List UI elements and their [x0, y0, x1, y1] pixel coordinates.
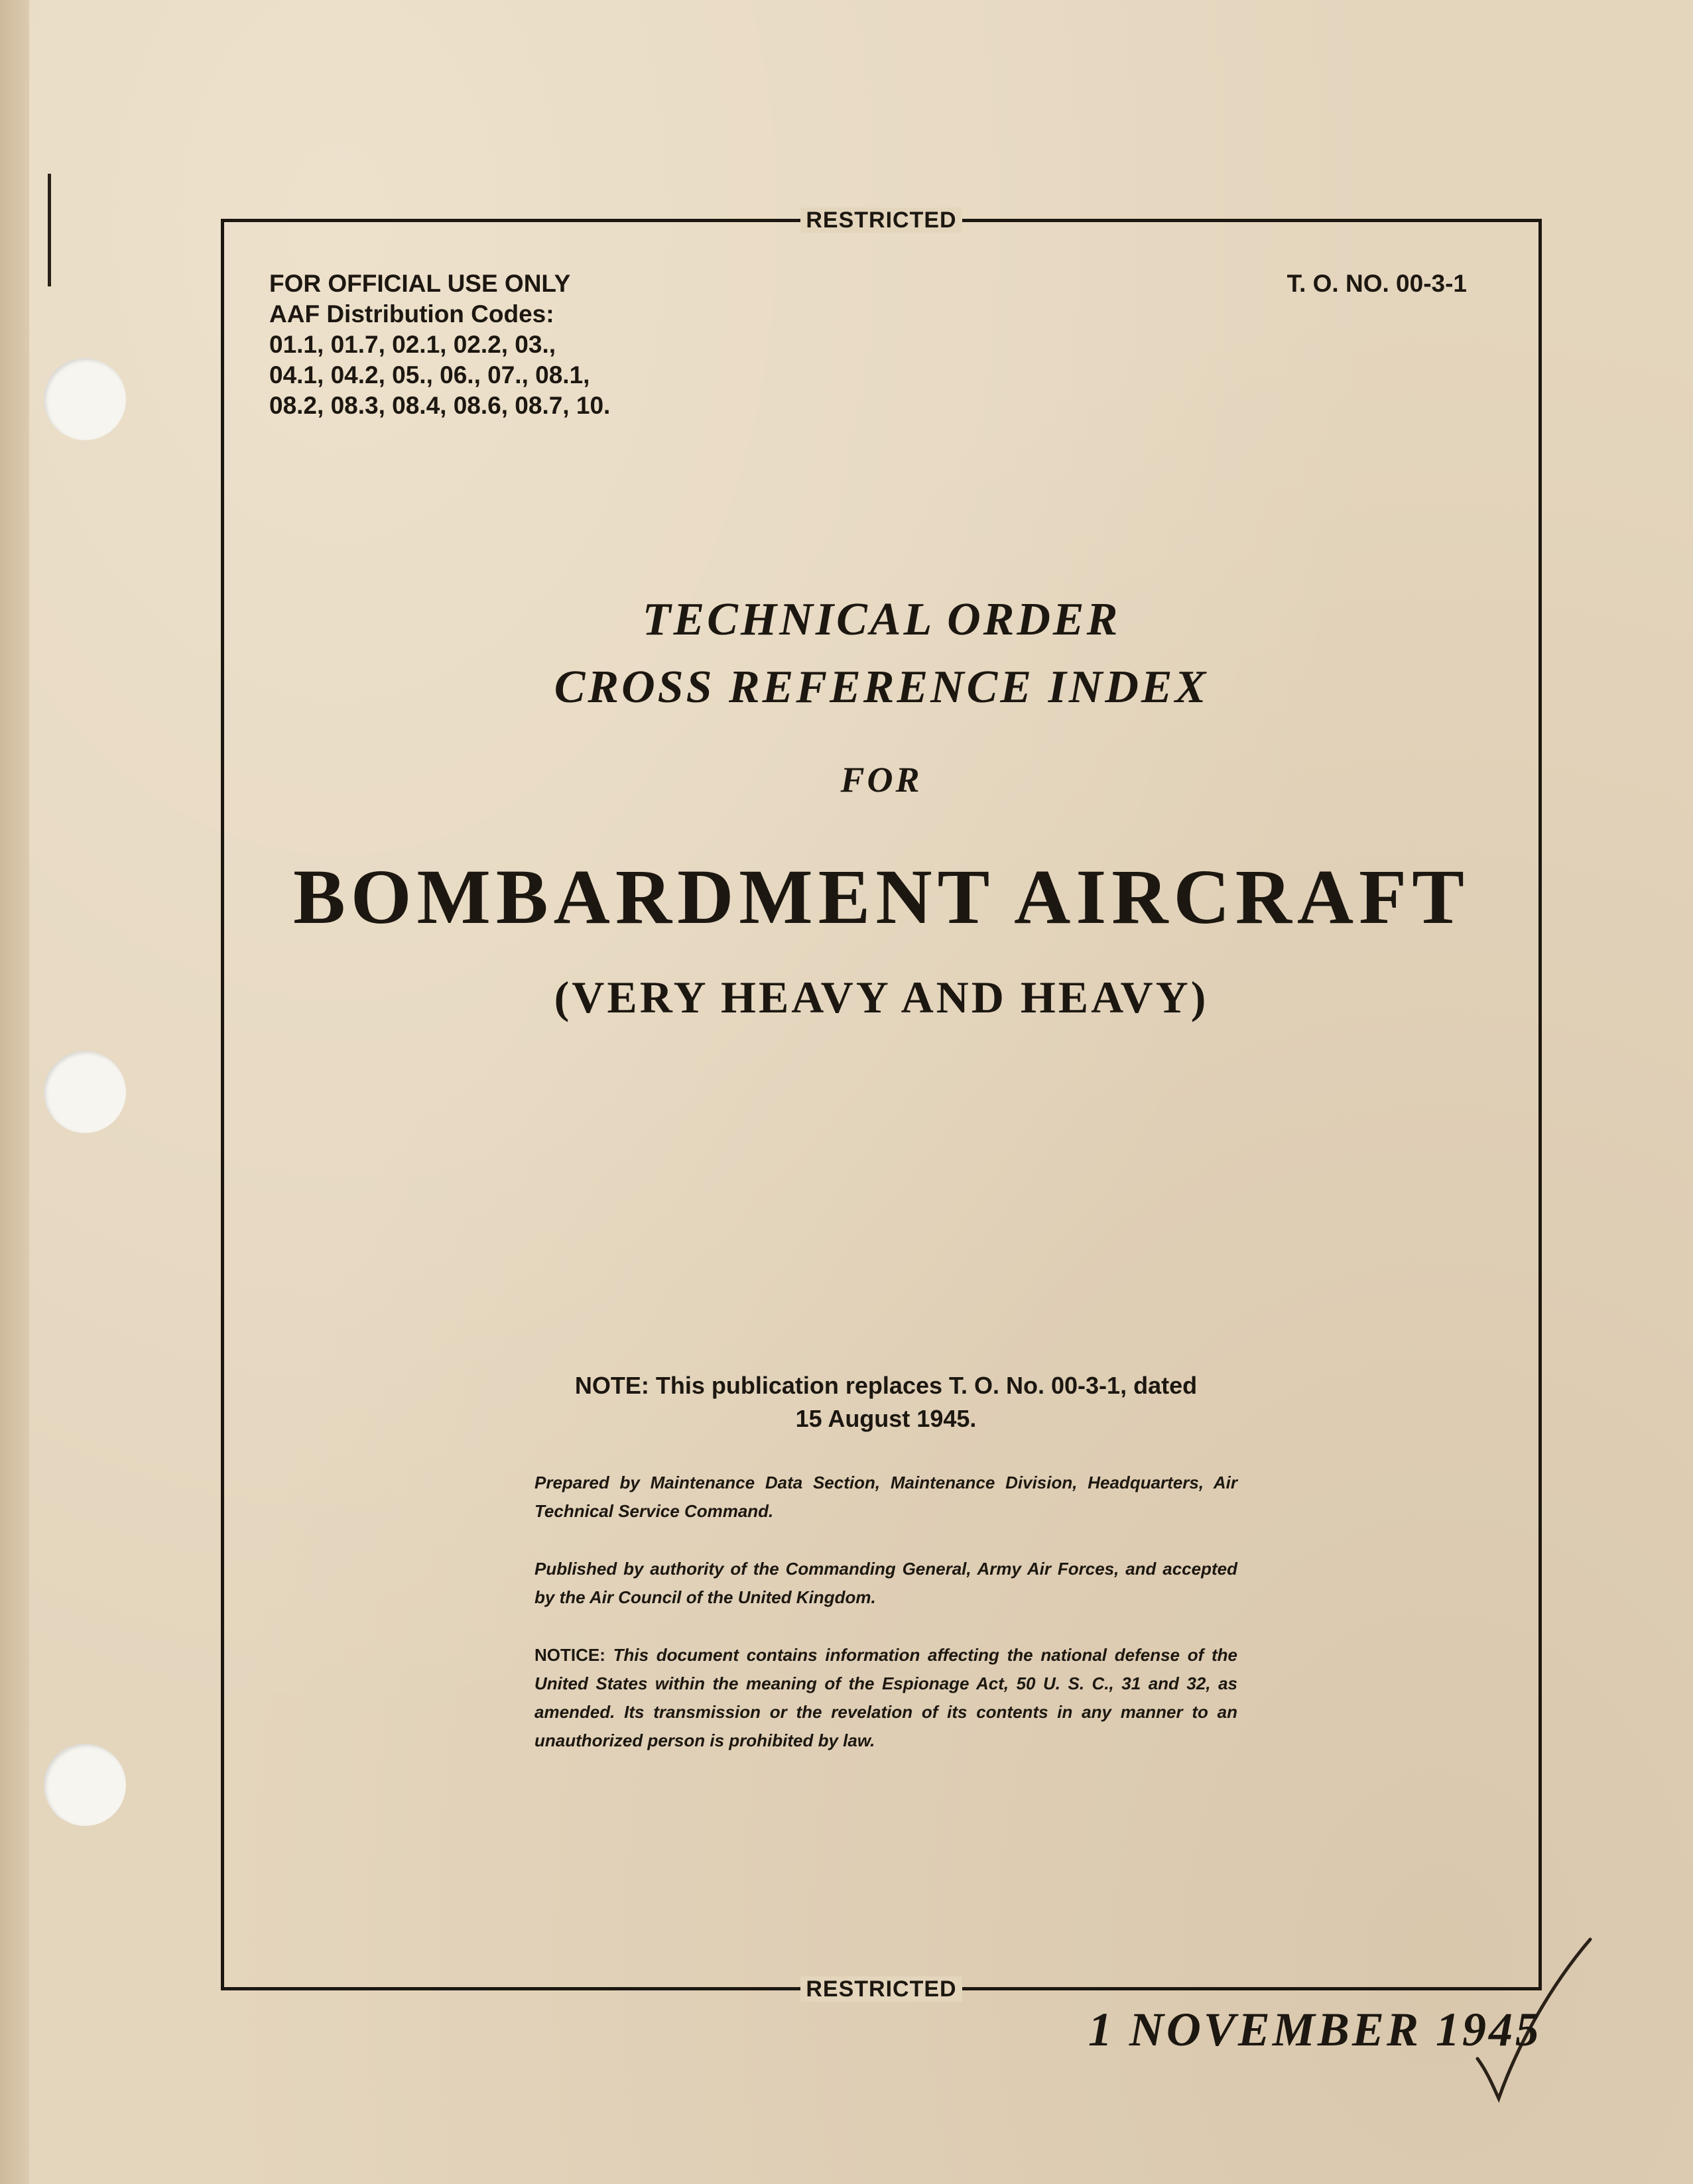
title-line-2: CROSS REFERENCE INDEX: [554, 662, 1209, 713]
restricted-label-top: RESTRICTED: [800, 208, 962, 233]
cover-frame: [221, 208, 1542, 2002]
distribution-block: [269, 269, 610, 421]
note-line-1: NOTE: This publication replaces T. O. No. 00-3-1, dated: [574, 1372, 1198, 1399]
binder-hole-middle: [44, 1051, 126, 1133]
notice-lead: NOTICE:: [534, 1645, 605, 1665]
distribution-codes-label: AAF Distribution Codes:: [269, 300, 554, 328]
restricted-label-bottom: RESTRICTED: [800, 1976, 962, 2002]
subtitle: (VERY HEAVY AND HEAVY): [554, 972, 1209, 1022]
distribution-codes-line: 04.1, 04.2, 05., 06., 07., 08.1,: [269, 361, 590, 389]
security-notice: [534, 1641, 1237, 1755]
publication-date: 1 NOVEMBER 1945: [1088, 2003, 1542, 2056]
distribution-codes-line: 01.1, 01.7, 02.1, 02.2, 03.,: [269, 331, 556, 358]
page-left-edge: [0, 0, 29, 2184]
main-title: BOMBARDMENT AIRCRAFT: [293, 853, 1470, 940]
prepared-by-statement: Prepared by Maintenance Data Section, Maintenance Division, Headquarters, Air Technical Service Command.: [534, 1473, 1237, 1521]
title-line-1: TECHNICAL ORDER: [642, 594, 1121, 645]
restricted-marking-bottom: [224, 1976, 1538, 2002]
published-by-statement: Published by authority of the Commanding General, Army Air Forces, and accepted by the Air Council of the United Kingdom.: [534, 1559, 1237, 1607]
notice-text: This document contains information affecting the national defense of the United States within the meaning of the Espionage Act, 50 U. S. C., 31 and 32, as amended. Its transmission or the revelation of its contents in any manner to an unauthorized person is prohibited by law.: [534, 1645, 1237, 1750]
title-for: FOR: [840, 760, 922, 800]
replacement-note: [534, 1369, 1237, 1435]
restricted-marking-top: [224, 207, 1538, 233]
official-use-label: FOR OFFICIAL USE ONLY: [269, 270, 571, 297]
margin-mark: [48, 174, 51, 286]
binder-hole-bottom: [44, 1744, 126, 1826]
technical-order-number: T. O. NO. 00-3-1: [1286, 270, 1467, 297]
distribution-codes-line: 08.2, 08.3, 08.4, 08.6, 08.7, 10.: [269, 392, 611, 419]
binder-hole-top: [44, 358, 126, 440]
note-line-2: 15 August 1945.: [795, 1405, 977, 1432]
